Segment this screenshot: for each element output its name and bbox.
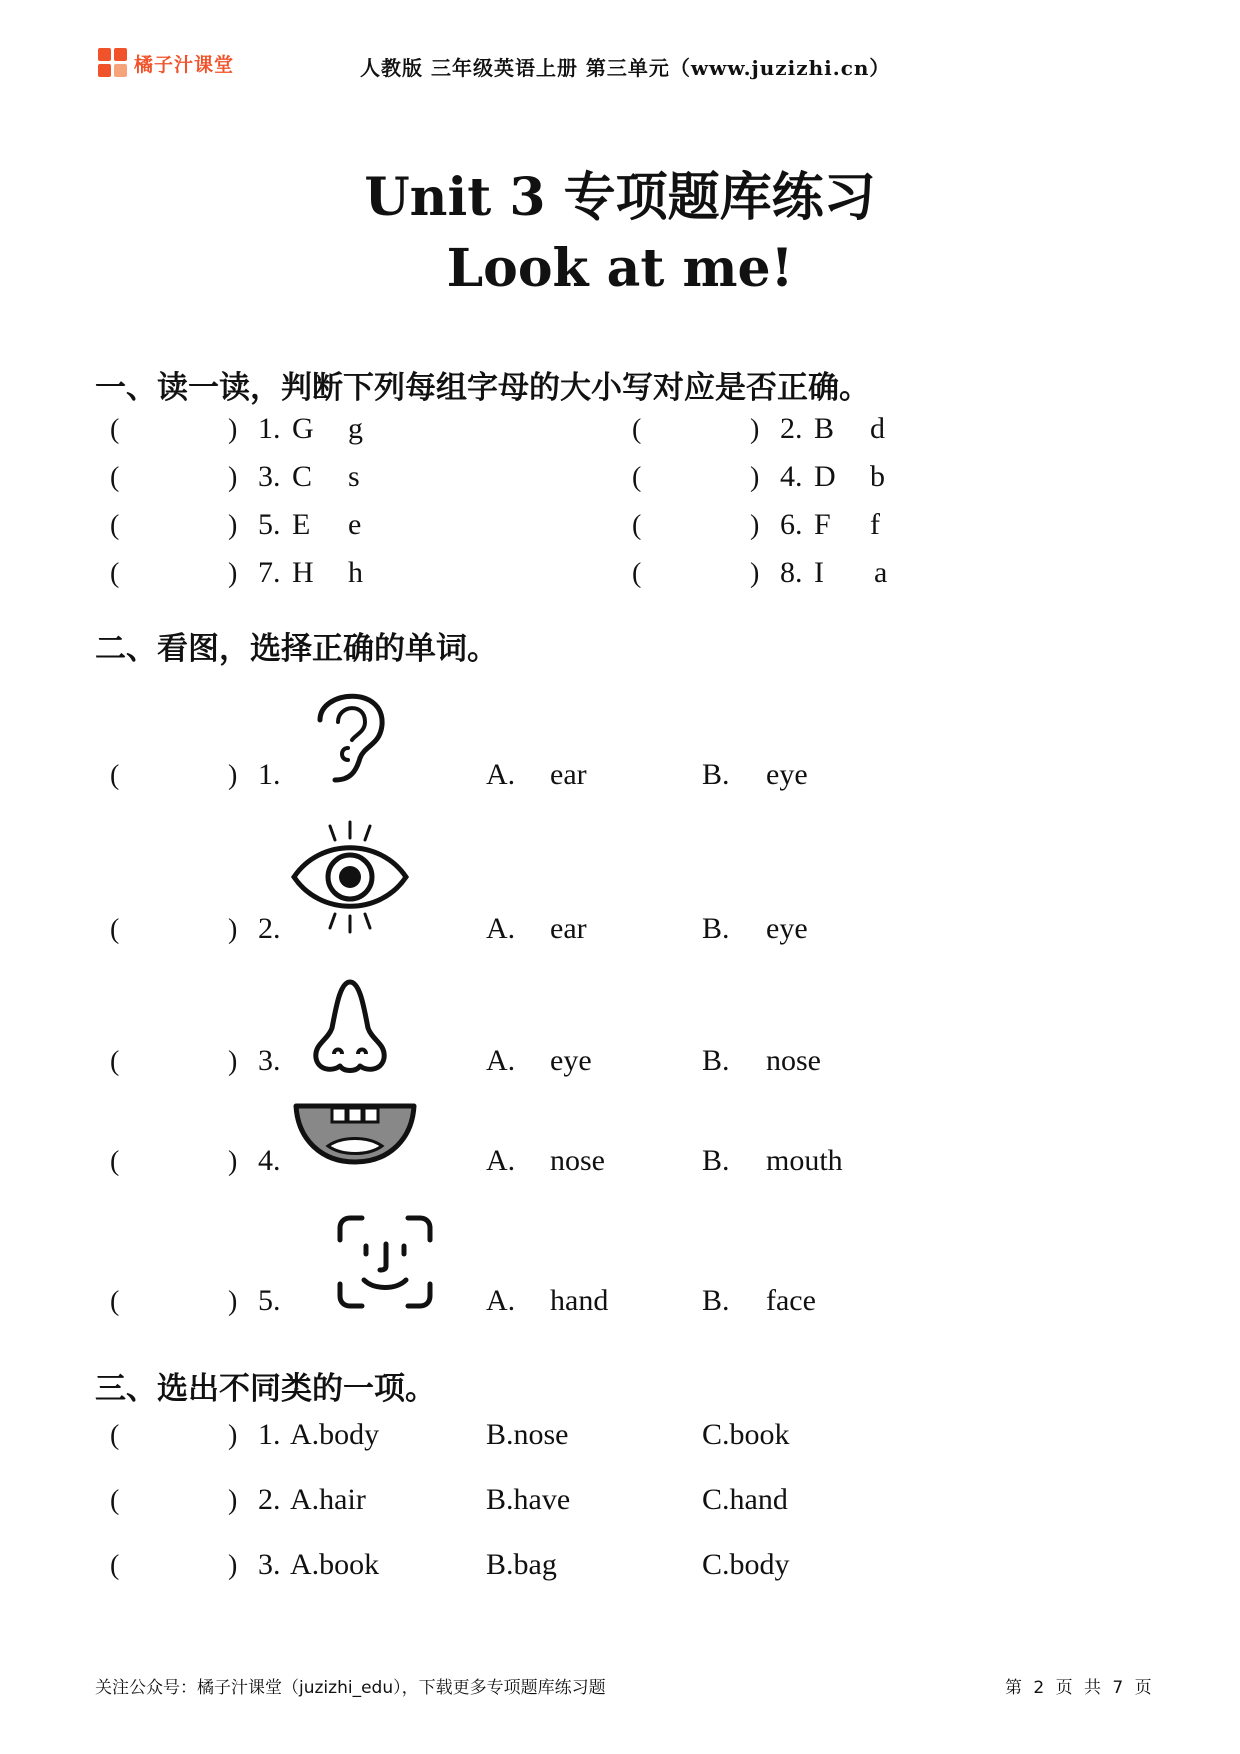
- option-c[interactable]: C.book: [702, 1418, 790, 1451]
- item-number: 1.: [258, 412, 281, 445]
- lower-letter: d: [870, 412, 885, 445]
- answer-close-paren: ): [228, 1485, 238, 1516]
- lower-letter: e: [348, 508, 362, 541]
- item-number: 5.: [258, 508, 281, 541]
- page-subtitle: Look at me!: [446, 238, 794, 299]
- option-c[interactable]: C.hand: [702, 1483, 788, 1516]
- option-c[interactable]: C.body: [702, 1548, 790, 1581]
- answer-close-paren: ): [228, 558, 238, 589]
- answer-open-paren[interactable]: (: [110, 510, 120, 541]
- answer-close-paren: ): [228, 1550, 238, 1581]
- option-a-label: A.: [486, 1284, 516, 1317]
- upper-letter: I: [814, 556, 824, 589]
- option-b[interactable]: B.nose: [486, 1418, 569, 1451]
- answer-open-paren[interactable]: (: [110, 558, 120, 589]
- option-b-label: B.: [702, 758, 730, 791]
- item-number: 1.: [258, 758, 281, 791]
- answer-close-paren: ): [228, 1286, 238, 1317]
- section3-heading: 三、选出不同类的一项。: [95, 1371, 436, 1407]
- upper-letter: G: [292, 412, 314, 445]
- item-number: 4.: [258, 1144, 281, 1177]
- option-b[interactable]: B.have: [486, 1483, 571, 1516]
- option-b-label: B.: [702, 1044, 730, 1077]
- option-b-label: B.: [702, 1284, 730, 1317]
- item-number: 4.: [780, 460, 803, 493]
- answer-open-paren[interactable]: (: [632, 414, 642, 445]
- option-b-word[interactable]: face: [766, 1284, 816, 1317]
- logo-text: 橘子汁课堂: [134, 53, 235, 76]
- option-b-word[interactable]: eye: [766, 758, 808, 791]
- footer-note: 关注公众号：橘子汁课堂（juzizhi_edu），下载更多专项题库练习题: [95, 1678, 606, 1698]
- answer-open-paren[interactable]: (: [110, 414, 120, 445]
- answer-close-paren: ): [228, 760, 238, 791]
- item-number: 2.: [780, 412, 803, 445]
- brand-logo: [98, 48, 234, 78]
- eye-icon: [290, 818, 410, 936]
- answer-open-paren[interactable]: (: [110, 1146, 120, 1177]
- option-a-label: A.: [486, 912, 516, 945]
- answer-close-paren: ): [228, 510, 238, 541]
- answer-close-paren: ): [228, 1146, 238, 1177]
- option-a-word[interactable]: ear: [550, 912, 587, 945]
- header-title: 人教版 三年级英语上册 第三单元（www.juzizhi.cn）: [360, 56, 891, 80]
- option-b-word[interactable]: eye: [766, 912, 808, 945]
- answer-close-paren: ): [228, 1420, 238, 1451]
- option-a-word[interactable]: ear: [550, 758, 587, 791]
- option-a[interactable]: A.body: [290, 1418, 380, 1451]
- upper-letter: F: [814, 508, 831, 541]
- ear-icon: [310, 680, 395, 790]
- item-number: 3.: [258, 1044, 281, 1077]
- lower-letter: g: [348, 412, 363, 445]
- upper-letter: H: [292, 556, 314, 589]
- item-number: 3.: [258, 460, 281, 493]
- answer-open-paren[interactable]: (: [110, 462, 120, 493]
- option-a-label: A.: [486, 1144, 516, 1177]
- item-number: 6.: [780, 508, 803, 541]
- upper-letter: D: [814, 460, 836, 493]
- answer-close-paren: ): [750, 510, 760, 541]
- answer-close-paren: ): [228, 1046, 238, 1077]
- lower-letter: f: [870, 508, 880, 541]
- answer-open-paren[interactable]: (: [110, 1420, 120, 1451]
- option-b-word[interactable]: mouth: [766, 1144, 843, 1177]
- upper-letter: B: [814, 412, 835, 445]
- item-number: 2.: [258, 912, 281, 945]
- lower-letter: h: [348, 556, 363, 589]
- section1-heading: 一、读一读，判断下列每组字母的大小写对应是否正确。: [95, 370, 870, 406]
- answer-open-paren[interactable]: (: [110, 1485, 120, 1516]
- answer-close-paren: ): [228, 914, 238, 945]
- option-a-word[interactable]: nose: [550, 1144, 605, 1177]
- answer-close-paren: ): [750, 558, 760, 589]
- item-number: 8.: [780, 556, 803, 589]
- upper-letter: E: [292, 508, 311, 541]
- option-a-word[interactable]: hand: [550, 1284, 609, 1317]
- item-number: 7.: [258, 556, 281, 589]
- answer-open-paren[interactable]: (: [110, 1550, 120, 1581]
- option-a-word[interactable]: eye: [550, 1044, 592, 1077]
- answer-open-paren[interactable]: (: [632, 462, 642, 493]
- answer-open-paren[interactable]: (: [110, 1286, 120, 1317]
- option-a[interactable]: A.hair: [290, 1483, 366, 1516]
- item-number: 2.: [258, 1483, 281, 1516]
- answer-open-paren[interactable]: (: [632, 510, 642, 541]
- section2-heading: 二、看图，选择正确的单词。: [95, 631, 498, 667]
- answer-open-paren[interactable]: (: [110, 760, 120, 791]
- mouth-icon: [292, 1100, 418, 1168]
- option-b-label: B.: [702, 912, 730, 945]
- item-number: 1.: [258, 1418, 281, 1451]
- answer-close-paren: ): [228, 462, 238, 493]
- answer-open-paren[interactable]: (: [632, 558, 642, 589]
- face-icon: [336, 1214, 434, 1310]
- option-a-label: A.: [486, 1044, 516, 1077]
- item-number: 3.: [258, 1548, 281, 1581]
- logo-icon: [98, 48, 128, 78]
- lower-letter: b: [870, 460, 885, 493]
- answer-open-paren[interactable]: (: [110, 914, 120, 945]
- answer-close-paren: ): [750, 414, 760, 445]
- option-b-word[interactable]: nose: [766, 1044, 821, 1077]
- nose-icon: [308, 978, 392, 1076]
- item-number: 5.: [258, 1284, 281, 1317]
- option-b-label: B.: [702, 1144, 730, 1177]
- answer-close-paren: ): [750, 462, 760, 493]
- option-a-label: A.: [486, 758, 516, 791]
- option-a[interactable]: A.book: [290, 1548, 380, 1581]
- lower-letter: s: [348, 460, 360, 493]
- answer-open-paren[interactable]: (: [110, 1046, 120, 1077]
- lower-letter: a: [874, 556, 888, 589]
- answer-close-paren: ): [228, 414, 238, 445]
- page-number: 第 2 页 共 7 页: [1005, 1678, 1152, 1698]
- upper-letter: C: [292, 460, 313, 493]
- page-title: Unit 3 专项题库练习: [364, 167, 876, 228]
- option-b[interactable]: B.bag: [486, 1548, 557, 1581]
